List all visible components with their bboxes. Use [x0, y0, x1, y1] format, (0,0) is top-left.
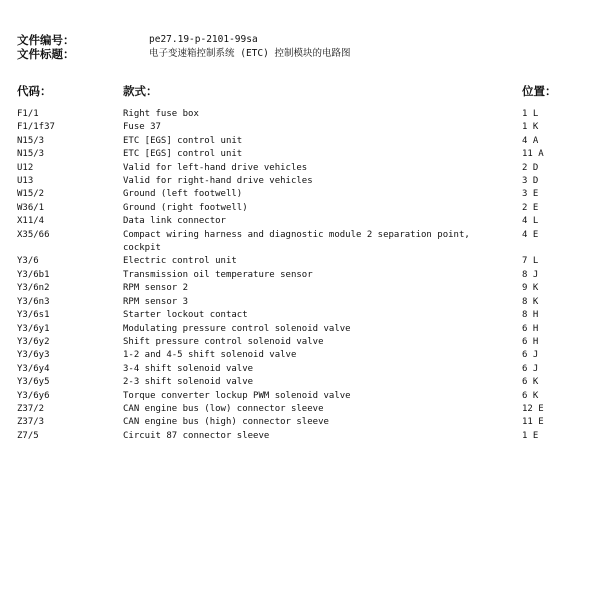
component-description: 1-2 and 4-5 shift solenoid valve — [123, 350, 297, 361]
component-position: 8 K — [522, 296, 539, 307]
component-code: F1/1 — [17, 109, 39, 119]
component-description: Starter lockout contact — [123, 310, 248, 321]
table-row — [17, 323, 587, 336]
table-row — [17, 269, 587, 282]
component-code: U13 — [17, 176, 34, 187]
table-row — [17, 416, 587, 429]
component-code: Z37/3 — [17, 417, 45, 428]
table-row — [17, 282, 587, 295]
document-number-value: pe27.19-p-2101-99sa — [149, 34, 258, 45]
component-code: Y3/6y5 — [17, 377, 50, 388]
component-code: Y3/6n2 — [17, 283, 50, 294]
component-code: Y3/6y2 — [17, 336, 50, 347]
component-description: Transmission oil temperature sensor — [123, 269, 313, 280]
component-description: Compact wiring harness and diagnostic module 2 separation point, cockpit — [123, 229, 470, 254]
component-code: Y3/6y3 — [17, 350, 50, 361]
component-description: CAN engine bus (high) connector sleeve — [123, 417, 329, 428]
component-description: Ground (right footwell) — [123, 202, 248, 213]
component-code: Y3/6b1 — [17, 269, 50, 280]
component-code: U12 — [17, 162, 34, 173]
component-description: 2-3 shift solenoid valve — [123, 377, 254, 388]
table-row — [17, 390, 587, 403]
component-code: Y3/6n3 — [17, 296, 50, 307]
component-code: Y3/6s1 — [17, 310, 50, 321]
component-position: 8 H — [522, 310, 539, 321]
component-position: 11 A — [522, 149, 544, 160]
table-row — [17, 255, 587, 268]
table-row — [17, 175, 587, 188]
table-row — [17, 349, 587, 362]
table-row — [17, 148, 587, 161]
component-code: N15/3 — [17, 149, 45, 160]
table-row — [17, 363, 587, 376]
component-description: Circuit 87 connector sleeve — [123, 430, 270, 441]
table-row — [17, 309, 587, 322]
component-position: 1 L — [522, 109, 539, 119]
document-number-label: 文件编号： — [17, 33, 75, 47]
component-position: 7 L — [522, 256, 539, 267]
document-title-label: 文件标题： — [17, 47, 75, 61]
component-description: Valid for right-hand drive vehicles — [123, 176, 313, 187]
component-description: ETC [EGS] control unit — [123, 149, 243, 160]
component-description: Data link connector — [123, 216, 226, 227]
component-position: 1 K — [522, 122, 539, 133]
component-code: X11/4 — [17, 216, 45, 227]
component-code: X35/66 — [17, 229, 50, 240]
component-position: 3 D — [522, 176, 539, 187]
component-description: CAN engine bus (low) connector sleeve — [123, 403, 324, 414]
component-code: Y3/6y1 — [17, 323, 50, 334]
table-row — [17, 215, 587, 228]
component-position: 2 E — [522, 202, 539, 213]
component-description: Valid for left-hand drive vehicles — [123, 162, 308, 173]
component-code: F1/1f37 — [17, 122, 55, 133]
component-description: Shift pressure control solenoid valve — [123, 336, 324, 347]
table-row — [17, 376, 587, 389]
component-description: Right fuse box — [123, 109, 199, 119]
table-row — [17, 336, 587, 349]
table-row — [17, 162, 587, 175]
description-column-header: 款式： — [123, 84, 158, 98]
table-row — [17, 430, 587, 443]
component-code: Y3/6y6 — [17, 390, 50, 401]
document-title-value: 电子变速箱控制系统 (ETC) 控制模块的电路图 — [149, 48, 351, 59]
component-position: 8 J — [522, 269, 539, 280]
component-description: Electric control unit — [123, 256, 237, 267]
table-row — [17, 121, 587, 134]
document-number-row — [17, 33, 577, 47]
component-position: 4 A — [522, 135, 539, 146]
component-position: 6 K — [522, 390, 539, 401]
component-code: N15/3 — [17, 135, 45, 146]
component-position: 11 E — [522, 417, 544, 428]
component-description: Modulating pressure control solenoid valve — [123, 323, 351, 334]
component-description: Fuse 37 — [123, 122, 161, 133]
component-description: Ground (left footwell) — [123, 189, 243, 200]
code-column-header: 代码： — [17, 84, 52, 98]
component-position: 6 H — [522, 336, 539, 347]
component-description: RPM sensor 2 — [123, 283, 189, 294]
component-position: 6 K — [522, 377, 539, 388]
component-position: 4 L — [522, 216, 539, 227]
component-code: Y3/6y4 — [17, 363, 50, 374]
component-position: 9 K — [522, 283, 539, 294]
table-row — [17, 202, 587, 215]
component-position: 6 H — [522, 323, 539, 334]
document-title-row — [17, 47, 577, 61]
table-row — [17, 135, 587, 148]
table-row — [17, 108, 587, 121]
component-description: Torque converter lockup PWM solenoid valve — [123, 390, 351, 401]
component-position: 12 E — [522, 403, 544, 414]
component-code: Y3/6 — [17, 256, 39, 267]
component-code: Z37/2 — [17, 403, 45, 414]
component-position: 1 E — [522, 430, 539, 441]
table-row — [17, 188, 587, 201]
component-table — [17, 108, 587, 443]
table-row — [17, 296, 587, 309]
component-position: 4 E — [522, 229, 539, 240]
component-description: ETC [EGS] control unit — [123, 135, 243, 146]
component-code: W15/2 — [17, 189, 45, 200]
component-position: 6 J — [522, 350, 539, 361]
table-row — [17, 229, 587, 256]
table-row — [17, 403, 587, 416]
component-description: RPM sensor 3 — [123, 296, 189, 307]
component-code: W36/1 — [17, 202, 45, 213]
position-column-header: 位置： — [522, 84, 557, 98]
component-position: 3 E — [522, 189, 539, 200]
component-code: Z7/5 — [17, 430, 39, 441]
component-position: 6 J — [522, 363, 539, 374]
component-description: 3-4 shift solenoid valve — [123, 363, 254, 374]
component-position: 2 D — [522, 162, 539, 173]
